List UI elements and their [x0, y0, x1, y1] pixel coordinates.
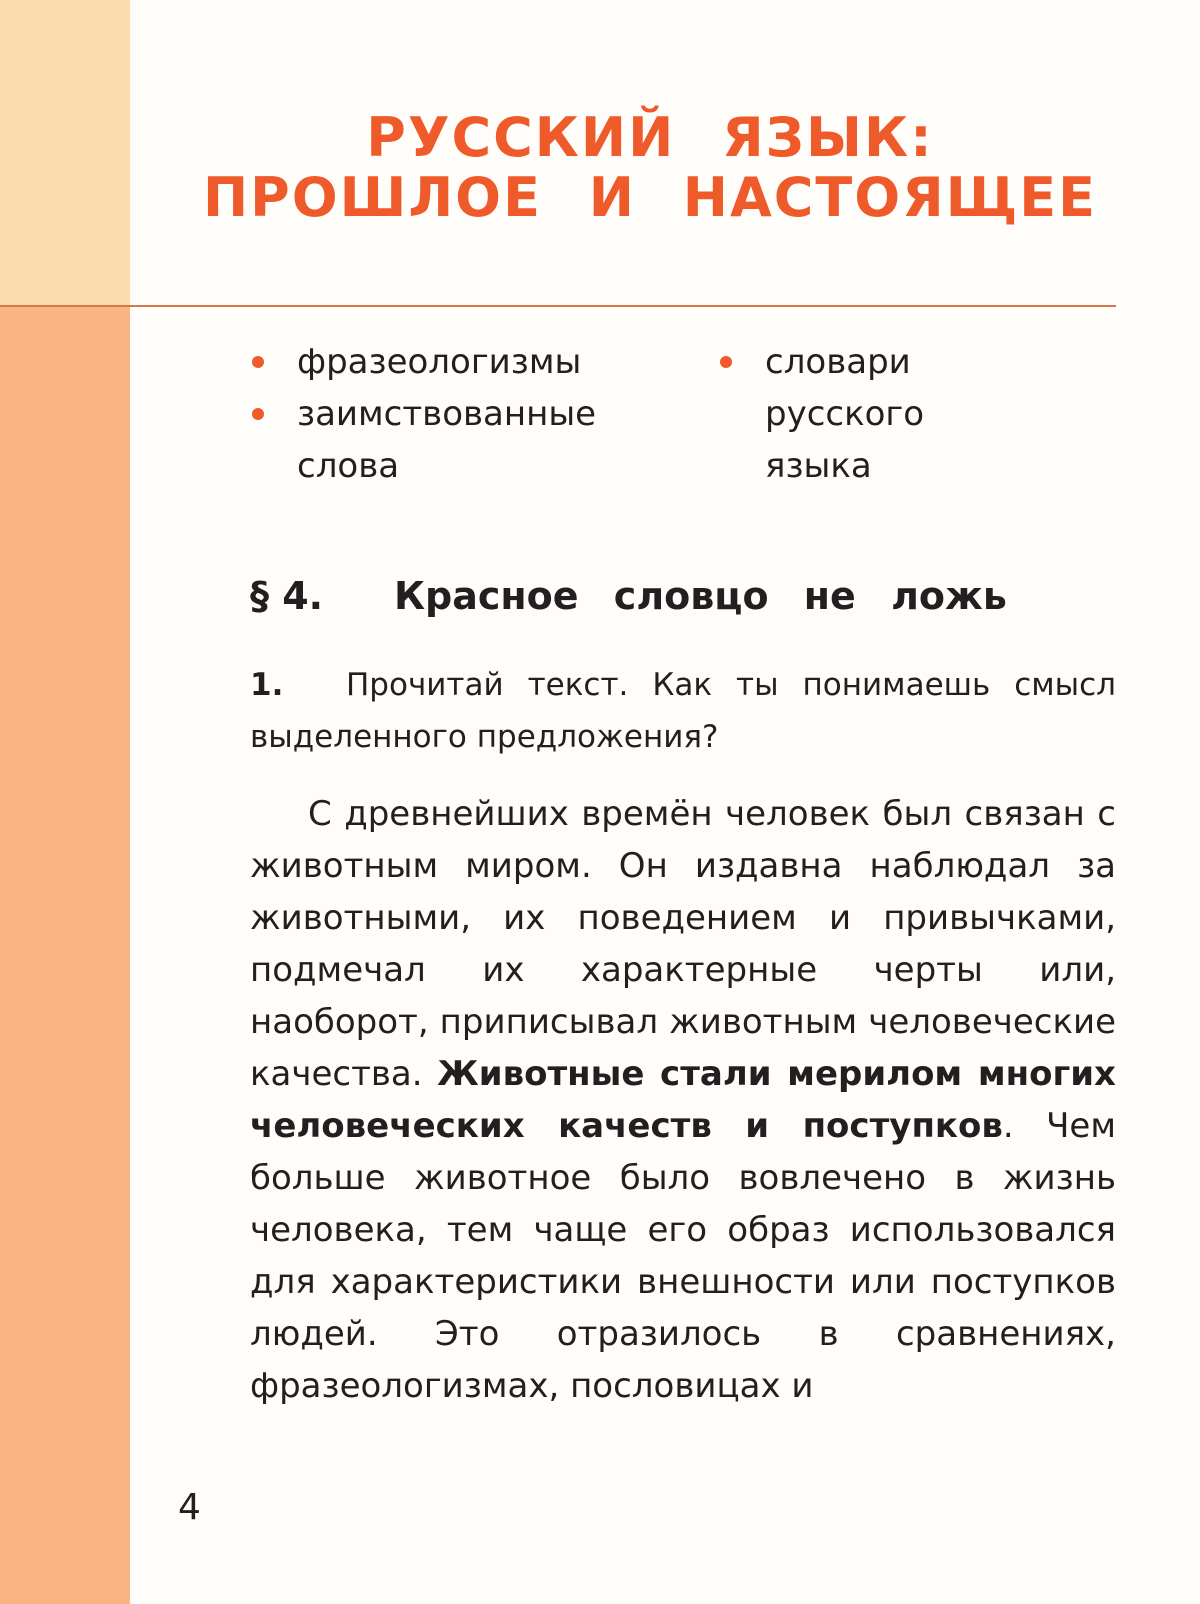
topic-item	[720, 336, 980, 492]
section-number: § 4.	[250, 574, 324, 618]
topic-item	[252, 336, 672, 388]
task-instruction	[250, 659, 1116, 763]
section-title: Красное словцо не ложь	[394, 574, 1007, 618]
title-divider	[0, 305, 1116, 307]
topic-label: заимствованные слова	[297, 394, 597, 486]
margin-strip-top	[0, 0, 130, 306]
chapter-title-line2: ПРОШЛОЕ И НАСТОЯЩЕЕ	[202, 166, 1098, 229]
margin-strip-bottom	[0, 306, 130, 1604]
text-part2: . Чем больше животное было вовлечено в жизнь человека, тем чаще его образ использовался для характеристики внешности или поступков людей. Это отразилось в сравнениях, фразеологизмах, пословицах и	[250, 1106, 1116, 1406]
highlighted-sentence: Животные стали мерилом многих человеческих качеств и поступков	[250, 1054, 1116, 1146]
task-text: Прочитай текст. Как ты понимаешь смысл выделенного предложения?	[250, 667, 1116, 755]
section-heading	[250, 566, 1007, 626]
topic-list-right	[720, 336, 980, 492]
topic-list-left	[252, 336, 672, 492]
bullet-icon	[252, 356, 264, 368]
text-part1: С древнейших времён человек был связан с животным миром. Он издавна наблюдал за животными, их поведением и привычками, подмечал их характерные черты или, наоборот, приписывал животным человеческие качества.	[250, 794, 1116, 1094]
bullet-icon	[720, 356, 732, 368]
reading-text	[250, 788, 1116, 1412]
chapter-title-line1: РУССКИЙ ЯЗЫК:	[366, 106, 934, 169]
task-number: 1.	[250, 667, 284, 703]
topic-label: фразеологизмы	[297, 342, 582, 382]
topic-item	[252, 388, 672, 492]
chapter-title	[130, 108, 1170, 228]
page-number: 4	[178, 1487, 201, 1528]
topic-label: словари русского языка	[765, 342, 925, 486]
bullet-icon	[252, 408, 264, 420]
